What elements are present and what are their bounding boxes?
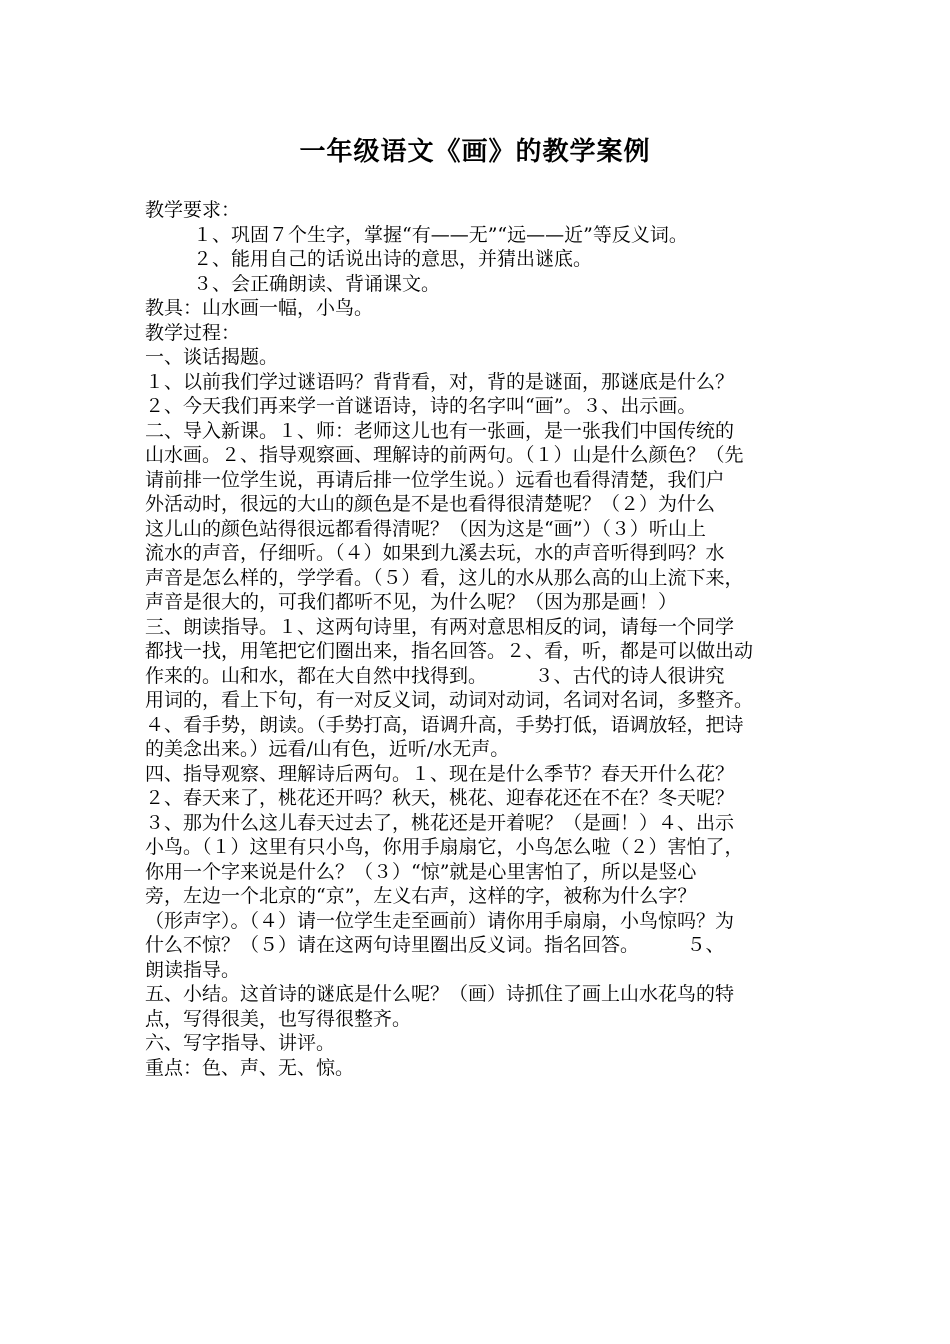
section-6-heading: 六、写字指导、讲评。 bbox=[145, 1032, 336, 1054]
paragraph-line: ２、春天来了，桃花还开吗？秋天，桃花、迎春花还在不在？冬天呢？ bbox=[145, 787, 735, 809]
paragraph-line: 都找一找，用笔把它们圈出来，指名回答。２、看，听，都是可以做出动 bbox=[145, 640, 754, 662]
paragraph-line: 流水的声音，仔细听。（４）如果到九溪去玩，水的声音听得到吗？水 bbox=[145, 542, 725, 564]
paragraph-line: 旁，左边一个北京的“京”，左义右声，这样的字，被称为什么字？ bbox=[145, 885, 697, 907]
paragraph-line: 你用一个字来说是什么？（３）“惊”就是心里害怕了，所以是竖心 bbox=[145, 860, 697, 883]
document-title: 一年级语文《画》的教学案例 bbox=[299, 137, 651, 167]
paragraph-line: 小鸟。（１）这里有只小鸟，你用手扇扇它，小鸟怎么啦（２）害怕了， bbox=[145, 836, 744, 858]
paragraph-line: 什么不惊？（５）请在这两句诗里圈出反义词。指名回答。 ５、 bbox=[145, 934, 725, 956]
teaching-aids-line: 教具：山水画一幅，小鸟。 bbox=[145, 297, 374, 319]
heading-process: 教学过程： bbox=[145, 321, 241, 344]
paragraph-line: 朗读指导。 bbox=[145, 958, 241, 981]
paragraph-line: 这儿山的颜色站得很远都看得清呢？（因为这是“画”）（３）听山上 bbox=[145, 517, 706, 540]
paragraph-line: ２、今天我们再来学一首谜语诗，诗的名字叫“画”。３、出示画。 bbox=[145, 395, 697, 417]
paragraph-line: 请前排一位学生说，再请后排一位学生说。）远看也看得清楚，我们户 bbox=[145, 468, 725, 491]
requirement-item-1: １、巩固７个生字，掌握“有——无”“远——近”等反义词。 bbox=[193, 223, 688, 246]
paragraph-line: 声音是很大的，可我们都听不见，为什么呢？（因为那是画！） bbox=[145, 591, 678, 613]
heading-requirements: 教学要求： bbox=[145, 199, 241, 221]
paragraph-line: 五、小结。这首诗的谜底是什么呢？（画）诗抓住了画上山水花鸟的特 bbox=[145, 983, 735, 1005]
paragraph-line: ４、看手势，朗读。（手势打高，语调升高，手势打低，语调放轻，把诗 bbox=[145, 713, 744, 736]
paragraph-line: 用词的，看上下句，有一对反义词，动词对动词，名词对名词，多整齐。 bbox=[145, 689, 754, 711]
requirement-item-2: ２、能用自己的话说出诗的意思，并猜出谜底。 bbox=[193, 248, 593, 270]
paragraph-line: 的美念出来。）远看/山有色，近听/水无声。 bbox=[145, 738, 510, 760]
section-1-heading: 一、谈话揭题。 bbox=[145, 346, 279, 368]
key-points-line: 重点：色、声、无、惊。 bbox=[145, 1056, 355, 1079]
paragraph-line: 二、导入新课。１、师：老师这儿也有一张画，是一张我们中国传统的 bbox=[145, 419, 735, 442]
paragraph-line: 作来的。山和水，都在大自然中找得到。 ３、古代的诗人很讲究 bbox=[145, 664, 725, 687]
paragraph-line: 山水画。２、指导观察画、理解诗的前两句。（１）山是什么颜色？（先 bbox=[145, 444, 744, 466]
paragraph-line: 三、朗读指导。１、这两句诗里，有两对意思相反的词，请每一个同学 bbox=[145, 615, 735, 638]
paragraph-line: 外活动时，很远的大山的颜色是不是也看得很清楚呢？（２）为什么 bbox=[145, 493, 716, 515]
paragraph-line: 声音是怎么样的，学学看。（５）看，这儿的水从那么高的山上流下来， bbox=[145, 566, 744, 589]
document-body bbox=[145, 198, 815, 1080]
paragraph-line: １、以前我们学过谜语吗？背背看，对，背的是谜面，那谜底是什么？ bbox=[145, 370, 735, 393]
paragraph-line: ３、那为什么这儿春天过去了，桃花还是开着呢？（是画！）４、出示 bbox=[145, 811, 735, 834]
requirement-item-3: ３、会正确朗读、背诵课文。 bbox=[193, 272, 441, 295]
paragraph-line: 四、指导观察、理解诗后两句。１、现在是什么季节？春天开什么花？ bbox=[145, 762, 735, 785]
paragraph-line: （形声字）。（４）请一位学生走至画前）请你用手扇扇，小鸟惊吗？为 bbox=[145, 909, 735, 932]
paragraph-line: 点，写得很美，也写得很整齐。 bbox=[145, 1007, 412, 1030]
